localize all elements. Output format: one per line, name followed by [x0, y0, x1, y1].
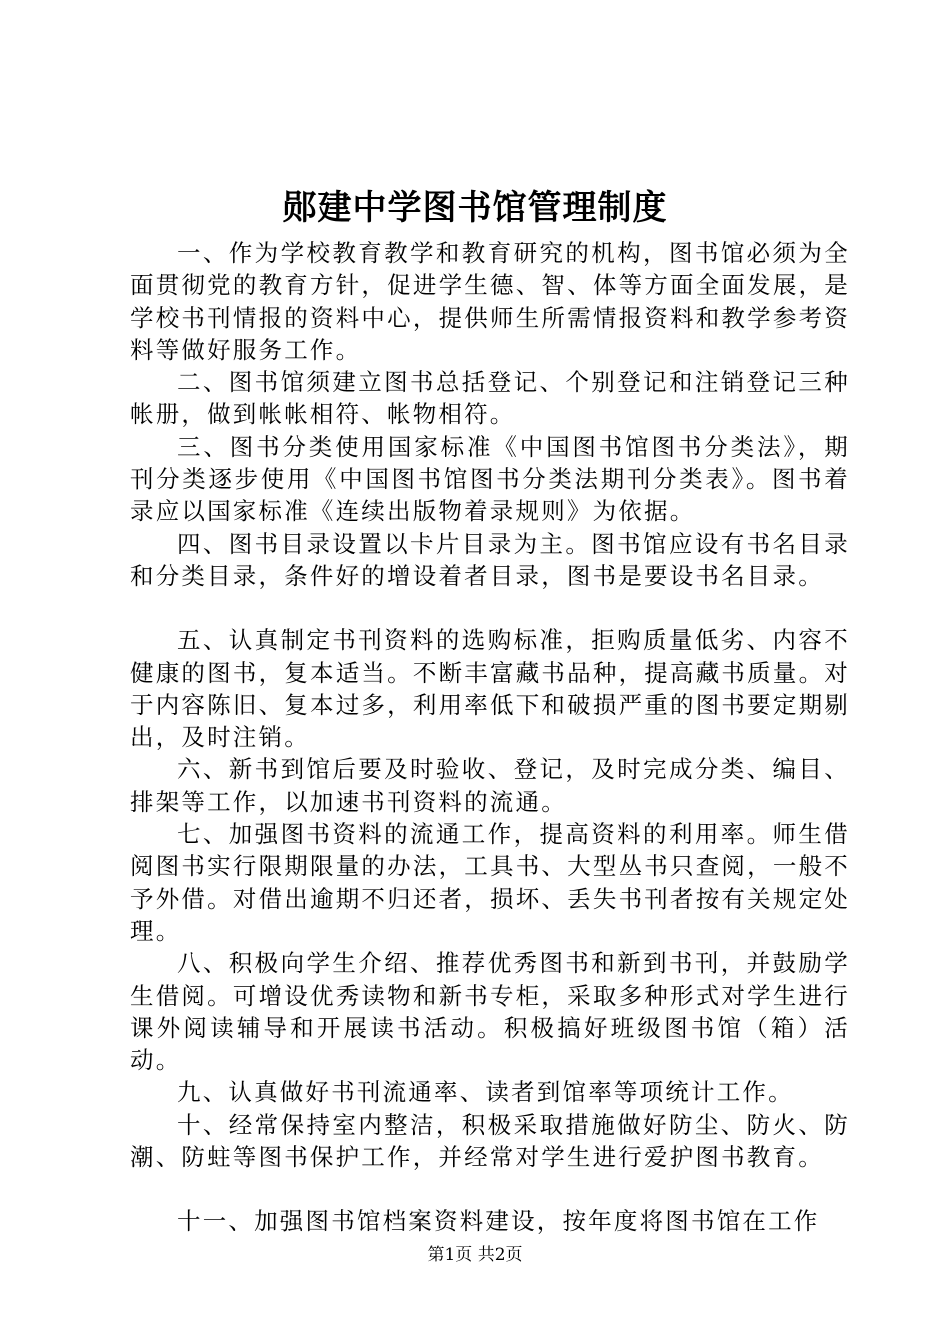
paragraph-6: 六、新书到馆后要及时验收、登记，及时完成分类、编目、排架等工作，以加速书刊资料的流通。 — [130, 755, 850, 816]
paragraph-5: 五、认真制定书刊资料的选购标准，拒购质量低劣、内容不健康的图书，复本适当。不断丰富藏书品种，提高藏书质量。对于内容陈旧、复本过多，利用率低下和破损严重的图书要定期剔出，及时注销。 — [130, 626, 850, 752]
document-body — [130, 237, 850, 1238]
paragraph-7: 七、加强图书资料的流通工作，提高资料的利用率。师生借阅图书实行限期限量的办法，工具书、大型丛书只查阅，一般不予外借。对借出逾期不归还者，损坏、丢失书刊者按有关规定处理。 — [130, 820, 850, 945]
paragraph-9: 九、认真做好书刊流通率、读者到馆率等项统计工作。 — [177, 1078, 794, 1107]
paragraph-11: 十一、加强图书馆档案资料建设，按年度将图书馆在工作 — [177, 1207, 820, 1236]
paragraph-8: 八、积极向学生介绍、推荐优秀图书和新到书刊，并鼓励学生借阅。可增设优秀读物和新书专柜，采取多种形式对学生进行课外阅读辅导和开展读书活动。积极搞好班级图书馆（箱）活动。 — [130, 949, 850, 1075]
paragraph-2: 二、图书馆须建立图书总括登记、个别登记和注销登记三种帐册，做到帐帐相符、帐物相符。 — [130, 368, 850, 429]
paragraph-3: 三、图书分类使用国家标准《中国图书馆图书分类法》，期刊分类逐步使用《中国图书馆图书分类法期刊分类表》。图书着录应以国家标准《连续出版物着录规则》为依据。 — [130, 432, 850, 526]
document-title: 郧建中学图书馆管理制度 — [282, 188, 668, 228]
paragraph-4: 四、图书目录设置以卡片目录为主。图书馆应设有书名目录和分类目录，条件好的增设着者目录，图书是要设书名目录。 — [130, 529, 850, 590]
paragraph-10: 十、经常保持室内整洁，积极采取措施做好防尘、防火、防潮、防蛀等图书保护工作，并经常对学生进行爱护图书教育。 — [130, 1110, 850, 1172]
page-footer: 第1页 共2页 — [427, 1245, 523, 1265]
paragraph-1: 一、作为学校教育教学和教育研究的机构，图书馆必须为全面贯彻党的教育方针，促进学生德、智、体等方面全面发展，是学校书刊情报的资料中心，提供师生所需情报资料和教学参考资料等做好服务工作。 — [130, 239, 850, 364]
